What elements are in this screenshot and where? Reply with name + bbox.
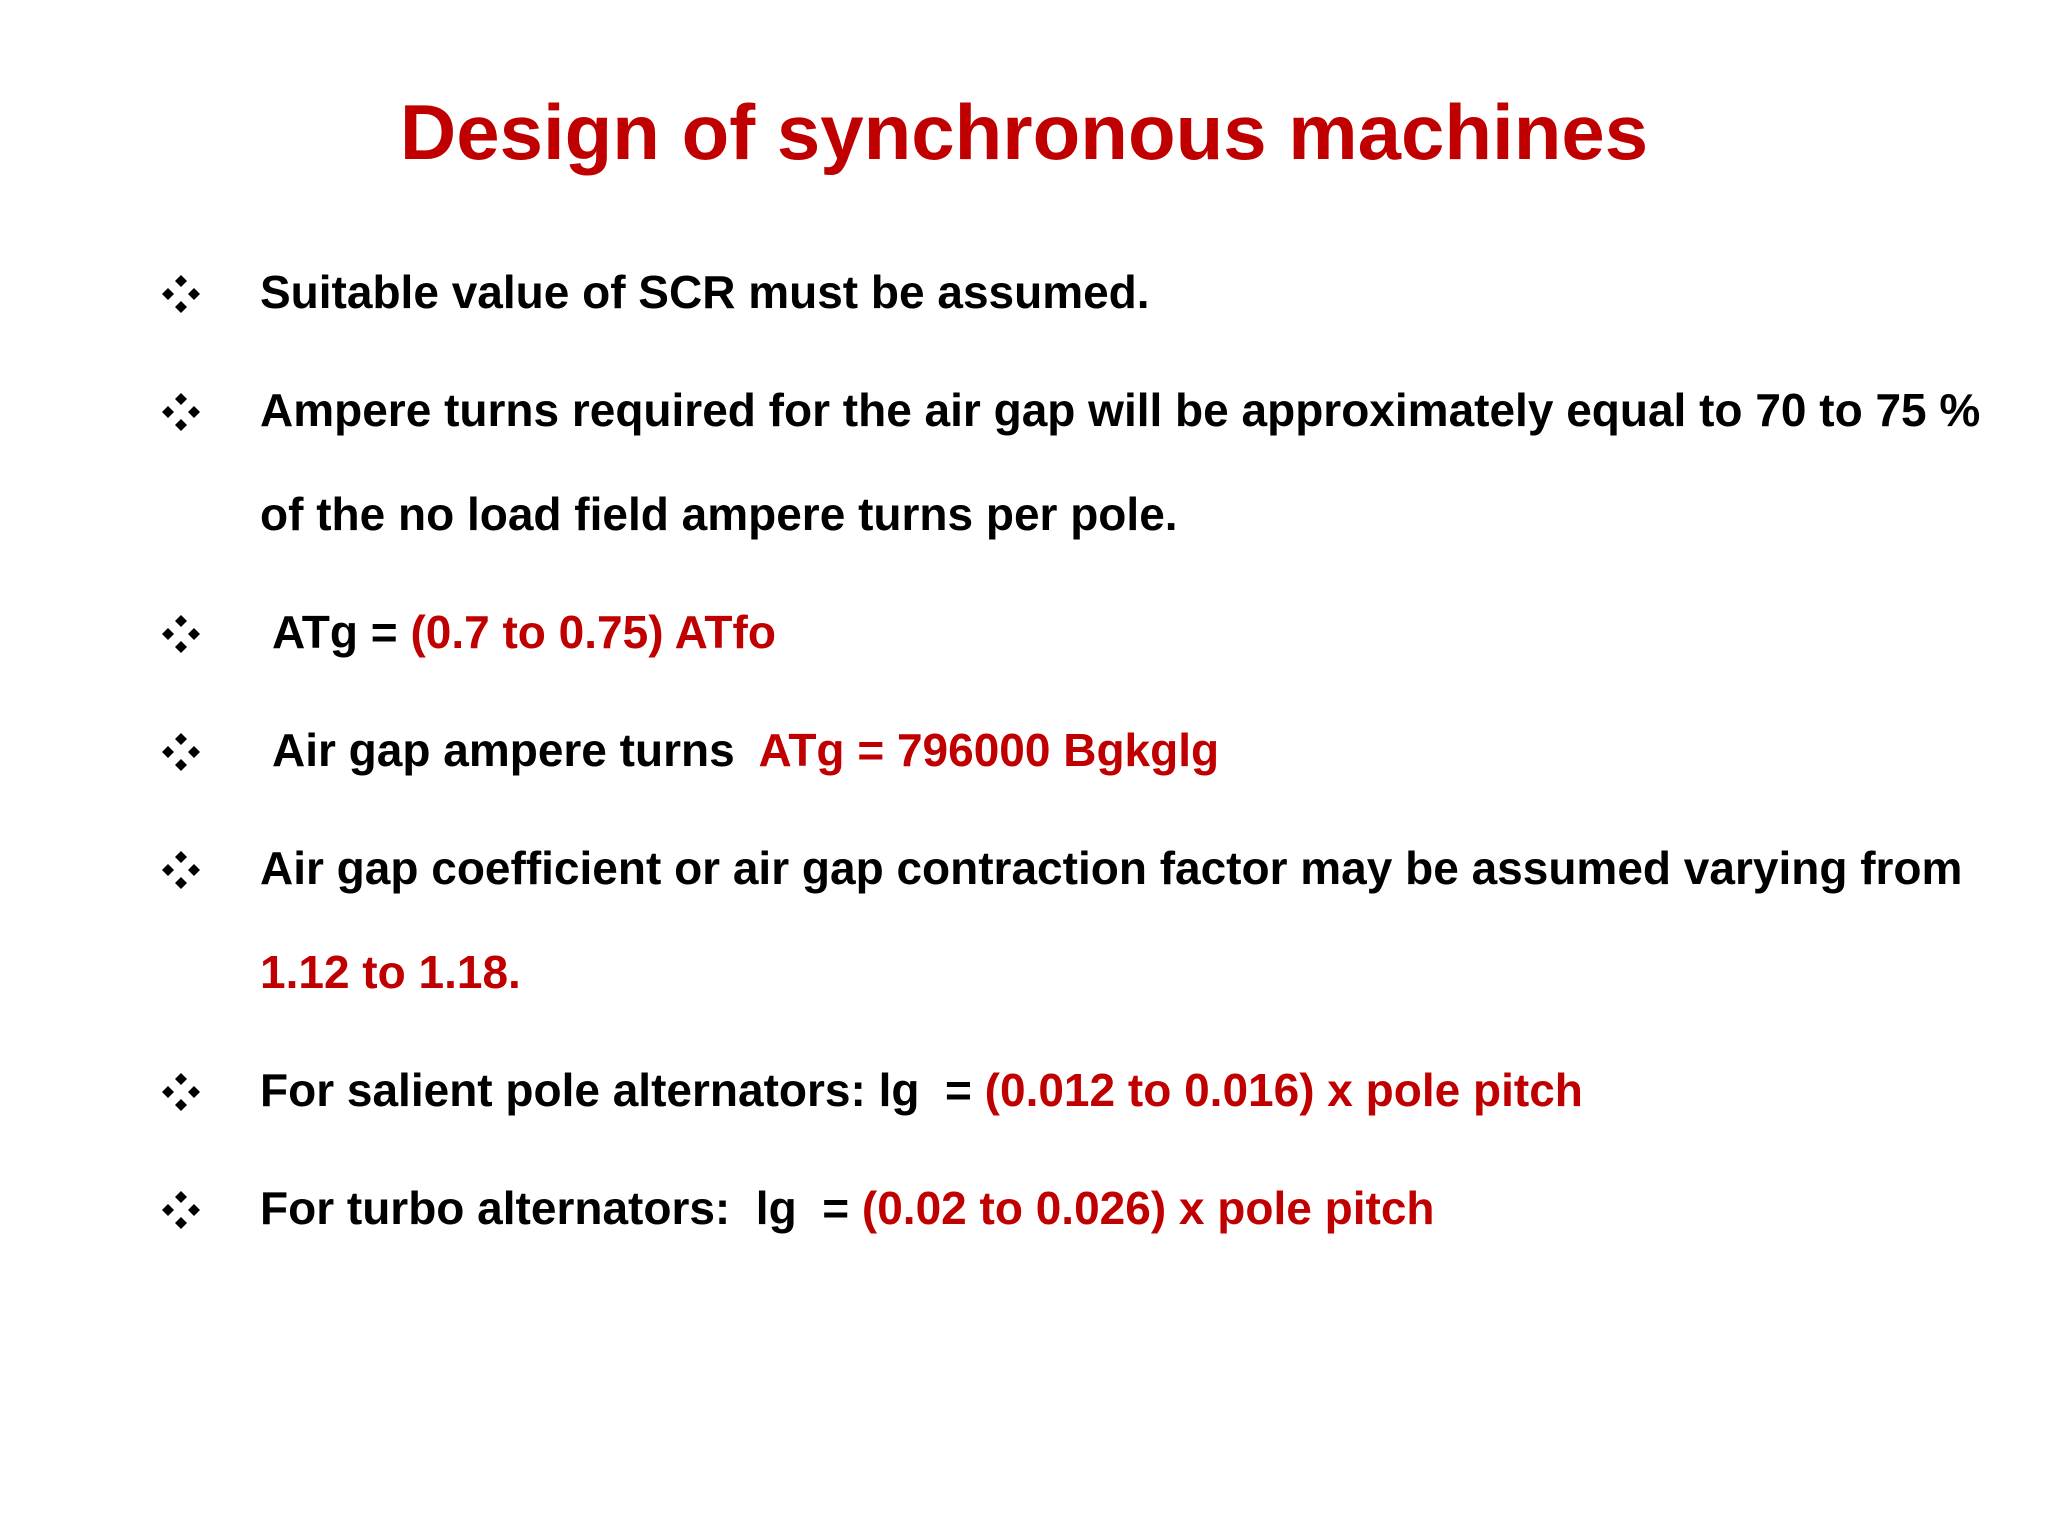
four-diamond-bullet-icon bbox=[160, 1038, 204, 1142]
four-diamond-bullet-icon bbox=[160, 1156, 204, 1260]
bullet-text: Suitable value of SCR must be assumed. bbox=[260, 266, 1150, 318]
bullet-highlight-text: 1.12 to 1.18. bbox=[260, 946, 521, 998]
bullet-item bbox=[160, 358, 2000, 566]
bullet-highlight-text: (0.7 to 0.75) ATfo bbox=[410, 606, 776, 658]
bullet-text: Ampere turns required for the air gap will be approximately equal to 70 to 75 % of the no load field ampere turns per pole. bbox=[260, 384, 1981, 540]
bullet-highlight-text: (0.02 to 0.026) x pole pitch bbox=[861, 1182, 1435, 1234]
bullet-text: Air gap coefficient or air gap contraction factor may be assumed varying from bbox=[260, 842, 1963, 894]
bullet-item bbox=[160, 580, 2000, 684]
bullet-item bbox=[160, 240, 2000, 344]
four-diamond-bullet-icon bbox=[160, 240, 204, 344]
four-diamond-bullet-icon bbox=[160, 358, 204, 462]
four-diamond-bullet-icon bbox=[160, 580, 204, 684]
bullet-text: ATg = bbox=[272, 606, 411, 658]
bullet-item bbox=[160, 698, 2000, 802]
four-diamond-bullet-icon bbox=[160, 816, 204, 920]
bullet-highlight-text: (0.012 to 0.016) x pole pitch bbox=[984, 1064, 1583, 1116]
bullet-list bbox=[160, 240, 2000, 1274]
bullet-highlight-text: ATg = 796000 Bgkglg bbox=[758, 724, 1220, 776]
bullet-item bbox=[160, 1038, 2000, 1142]
bullet-text: Air gap ampere turns bbox=[272, 724, 759, 776]
bullet-text: For turbo alternators: lg = bbox=[260, 1182, 862, 1234]
four-diamond-bullet-icon bbox=[160, 698, 204, 802]
bullet-item bbox=[160, 816, 2000, 1024]
bullet-item bbox=[160, 1156, 2000, 1260]
bullet-text: For salient pole alternators: lg = bbox=[260, 1064, 985, 1116]
slide-title: Design of synchronous machines bbox=[399, 88, 1649, 176]
